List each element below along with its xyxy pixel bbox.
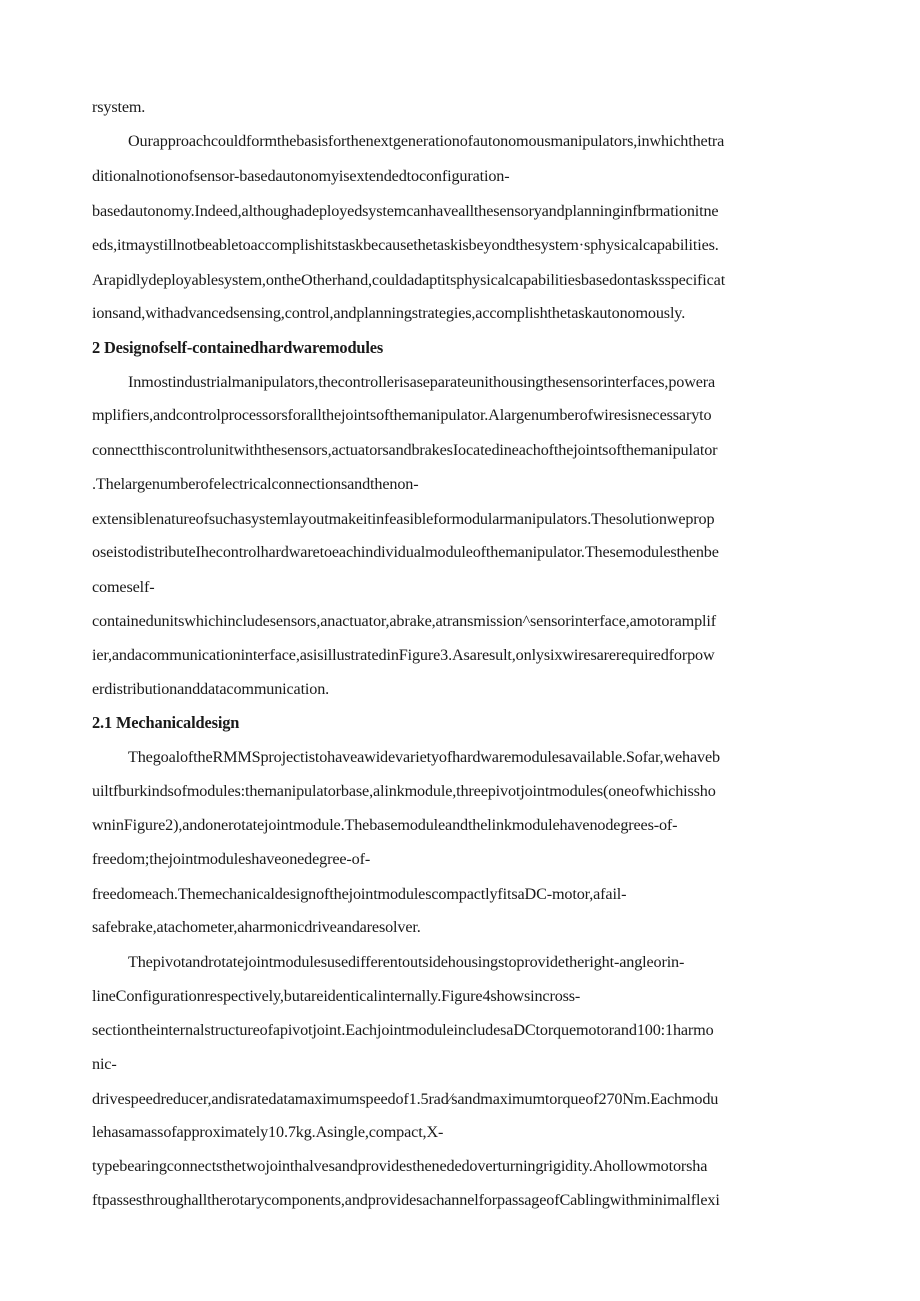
text-line: ThegoaloftheRMMSprojectistohaveawidevarietyofhardwaremodulesavailable.Sofar,wehaveb xyxy=(128,748,720,766)
text-line: Arapidlydeployablesystem,ontheOtherhand,couldadaptitsphysicalcapabilitiesbasedontasksspecificat xyxy=(92,271,726,289)
text-line: safebrake,atachometer,aharmonicdriveandaresolver. xyxy=(92,918,421,936)
text-line: ftpassesthroughalltherotarycomponents,andprovidesachannelforpassageofCablingwithminimalflexi xyxy=(92,1191,720,1209)
text-line: lineConfigurationrespectively,butareidenticalinternally.Figure4showsincross- xyxy=(92,987,581,1005)
text-line: basedautonomy.Indeed,althoughadeployedsystemcanhaveallthesensoryandplanninginfbrmationitne xyxy=(92,202,719,220)
section-heading: 2 Designofself-containedhardwaremodules xyxy=(92,338,384,357)
text-line: uiltfburkindsofmodules:themanipulatorbase,alinkmodule,threepivotjointmodules(oneofwhichissho xyxy=(92,782,716,800)
text-line: oseistodistributeIhecontrolhardwaretoeachindividualmoduleofthemanipulator.Thesemodulesthenbe xyxy=(92,543,719,561)
text-line: Inmostindustrialmanipulators,thecontrollerisaseparateunithousingthesensorinterfaces,powera xyxy=(128,373,716,391)
text-line: typebearingconnectsthetwojointhalvesandprovidesthenededoverturningrigidity.Ahollowmotorsha xyxy=(92,1157,708,1175)
text-line: Thepivotandrotatejointmodulesusedifferentoutsidehousingstoprovidetheright-angleorin- xyxy=(128,953,685,971)
text-line: eds,itmaystillnotbeabletoaccomplishitstaskbecausethetaskisbeyondthesystem·sphysicalcapabilities. xyxy=(92,236,719,254)
text-line: ditionalnotionofsensor-basedautonomyisextendedtoconfiguration- xyxy=(92,167,510,185)
text-line: freedomeach.ThemechanicaldesignofthejointmodulescompactlyfitsaDC-motor,afail- xyxy=(92,885,627,903)
text-line: sectiontheinternalstructureofapivotjoint.EachjointmoduleincludesaDCtorquemotorand100:1harmo xyxy=(92,1021,714,1039)
text-line: ier,andacommunicationinterface,asisillustratedinFigure3.Asaresult,onlysixwiresarerequiredforpow xyxy=(92,646,715,664)
text-line: rsystem. xyxy=(92,98,146,116)
text-line: ionsand,withadvancedsensing,control,andplanningstrategies,accomplishthetaskautonomously. xyxy=(92,304,686,322)
text-line: erdistributionanddatacommunication. xyxy=(92,680,330,698)
text-line: connectthiscontrolunitwiththesensors,actuatorsandbrakesIocatedineachofthejointsofthemanipulator xyxy=(92,441,718,459)
text-line: comeself- xyxy=(92,578,155,596)
text-line: .Thelargenumberofelectricalconnectionsandthenon- xyxy=(92,475,419,493)
text-line: containedunitswhichincludesensors,anactuator,abrake,atransmission^sensorinterface,amotoramplif xyxy=(92,612,716,630)
text-line: freedom;thejointmoduleshaveonedegree-of- xyxy=(92,850,371,868)
text-line: wninFigure2),andonerotatejointmodule.Thebasemoduleandthelinkmodulehavenodegrees-of- xyxy=(92,816,678,834)
text-line: nic- xyxy=(92,1055,117,1073)
text-line: lehasamassofapproximately10.7kg.Asingle,compact,X- xyxy=(92,1123,444,1141)
text-line: mplifiers,andcontrolprocessorsforallthejointsofthemanipulator.Alargenumberofwiresisnecessaryto xyxy=(92,406,712,424)
text-line: Ourapproachcouldformthebasisforthenextgenerationofautonomousmanipulators,inwhichthetra xyxy=(128,132,725,150)
text-line: extensiblenatureofsuchasystemlayoutmakeitinfeasibleformodularmanipulators.Thesolutionweprop xyxy=(92,510,715,528)
subsection-heading: 2.1 Mechanicaldesign xyxy=(92,713,240,732)
text-line: drivespeedreducer,andisratedatamaximumspeedof1.5rad⁄sandmaximumtorqueof270Nm.Eachmodu xyxy=(92,1090,719,1108)
